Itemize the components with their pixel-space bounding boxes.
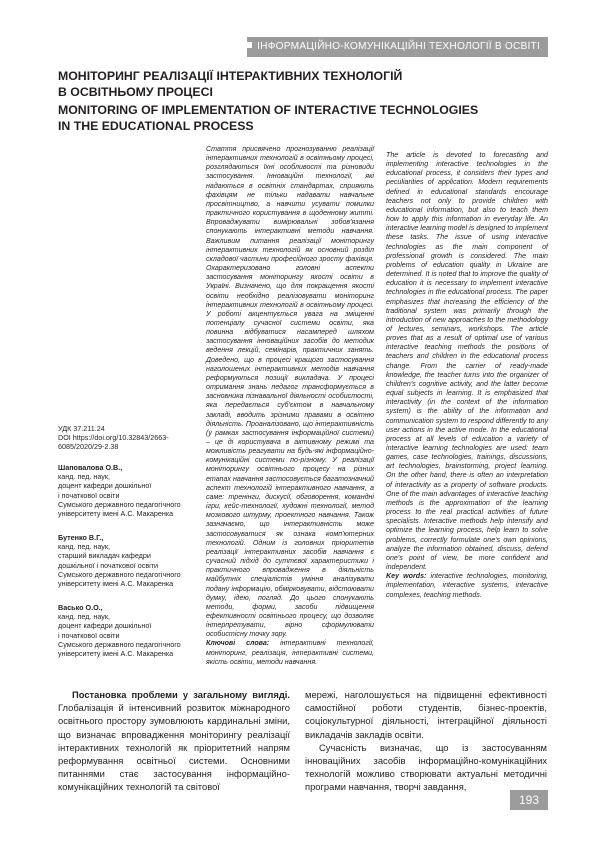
section-heading: Постановка проблеми у загальному вигляді. (72, 689, 290, 700)
keywords-ua-label: Ключові слова: (206, 639, 270, 648)
keywords-en-text: interactive technologies, monitoring, implementation, interactive systems, interactive complexes, teaching methods. (386, 572, 548, 599)
body-paragraph (58, 688, 290, 794)
title-english (58, 103, 478, 134)
doi-link[interactable]: DOI https://doi.org/10.32843/2663-6085/2020/29-2.38 (58, 433, 169, 452)
title-ukrainian (58, 69, 402, 100)
body-paragraph: Сучасність визначає, що із застосуванням інноваційних засобів інформаційно-комунікаційних технологій можливо створювати актуальні методичні програми навчання, творчі завдання, (305, 741, 547, 793)
section-header-bar (247, 37, 548, 57)
author-block (58, 463, 181, 518)
title-en-line-2: IN THE EDUCATIONAL PROCESS (58, 118, 254, 133)
author-block (58, 533, 181, 588)
author-detail: дошкільної і початкової освіти (58, 560, 159, 570)
author-detail: Сумського державного педагогічного (58, 639, 181, 649)
author-detail: Сумського державного педагогічного (58, 569, 181, 579)
body-text: Глобалізація й інтенсивний розвиток міжнародного освітнього простору зумовлюють кардинальні зміни, що визначає впровадження моніторингу реалізації інтерактивних технологій як пріоритетний напрям реформування освітньої системи. Основними питаннями стає застосування інформаційно-комунікаційних технологій та світової (58, 702, 290, 793)
title-en-line-1: MONITORING OF IMPLEMENTATION OF INTERACTIVE TECHNOLOGIES (58, 103, 479, 117)
keywords-ua-text: інтерактивні технології, моніторинг, реалізація, інтерактивні системи, якість освіти, методи навчання. (206, 639, 374, 666)
body-column-right (305, 688, 547, 794)
author-detail: і початкової освіти (58, 630, 120, 640)
section-title: ІНФОРМАЦІЙНО-КОМУНІКАЦІЙНІ ТЕХНОЛОГІЇ В ОСВІТІ (257, 41, 540, 52)
keywords-en-label: Key words: (386, 572, 427, 581)
article-meta (58, 424, 203, 452)
author-detail: доцент кафедри дошкільної (58, 481, 152, 491)
square-bullet-icon (246, 42, 252, 48)
abstract-ua-text: Стаття присвячено прогнозуванню реалізації інтерактивних технологій в освітньому процесі, розглядаються їхні особливості та різновиди застосування. Інноваційні технології, які надаються в освітніх стандартах, сприяють фахівцям не тільки надавати навчальне просвітництво, а навчити усувати помилки практичного користування в щоденному житті. Впроваджувати вимірювальні зобов'язання спонукають інтерактивні методи навчання. Важливим питання реалізації моніторингу інтерактивних технологій як основний розділ складової частини професійного зросту фахівця. Охарактеризовано головні аспекти застосування моніторингу якості освіти в Україні. Визначено, що для покращення якості освіти необхідно реалізовувати моніторинг інтерактивних технологій в освітньому процесі. У роботі акцентується увага на зміщенні потенціалу сучасної системи освіти, яка повинна відбуватися насамперед шляхом застосування інноваційних засобів до методик ведення лекцій, семінарів, практичних занять. Доведено, що в процесі кращого застосування наголошених інтерактивних методів навчання реформуються позиції викладача. У процесі отримання знань педагог трансформується в засновника пізнавальної діяльності особистості, яка передається суб'єктом в навчальному закладі, вводить зрізними правами в освітню діяльність. Проаналізовано, що інтерактивність (у рамках застосування інформаційної системи) – це ді користувача в активному режимі та можливість реагувати на будь-які інформаційно-комунікаційні системи по-різному. У реалізації моніторингу освітнього процесу на різних етапах навчання застосовується багатозначний аспект технологій інтерактивного навчання, а саме: тренінги, дискусії, обговорення, командні ігри, кейс-технології, художні технології, метод мозкового штурму, проектного навчання. Також зазначаємо, що інтерактивність може застосовуватися як ознака комп'ютерних технологій. Одним із головних пріоритетів реалізації інтерактивних засобів навчання є сучасний підхід до суттєвої характеристики і практичного впровадження в діяльність майбутніх спеціалістів уміння аналізувати подану інформацію, обмірковувати, відстоювати думку, ідею, погляд. До цього спонукають методи, форми, засоби підвищення ефективності освітнього процесу, що дозволяє інтерпретувати, вірно сформулювати особистісну точку зору. (206, 145, 374, 639)
keywords-ua (206, 639, 374, 666)
body-paragraph: мережі, наголошується на підвищенні ефективності самостійної роботи студентів, бізнес-проектів, соціокультурної діяльності, інтеграційної діяльності викладачів закладів освіти. (305, 689, 547, 740)
author-name: Шаповалова О.В., (58, 463, 123, 472)
title-ua-line-2: В ОСВІТНЬОМУ ПРОЦЕСІ (58, 84, 213, 99)
page-number-box (510, 790, 548, 810)
author-detail: і початкової освіти (58, 490, 120, 500)
author-detail: канд. пед. наук, (58, 472, 110, 482)
author-detail: доцент кафедри дошкільної (58, 621, 152, 631)
author-name: Бутенко В.Г., (58, 533, 104, 542)
abstract-en-text: The article is devoted to forecasting and implementing interactive technologies in the educational process, it considers their types and peculiarities of application. Modern requirements defined in educational standards encourage teachers not only to provide children with educational information, but also to teach them how to apply this information in everyday life. An interactive learning model is designed to implement these tasks. The issue of using interactive technologies as the main component of professional growth is considered. The main problems of education quality in Ukraine are determined. It is noted that to improve the quality of education it is necessary to implement interactive technologies in the educational process. The paper emphasizes that increasing the efficiency of the traditional system was primarily through the introduction of new approaches to the methodology of lectures, seminars, workshops. The article proves that as a result of optimal use of various interactive teaching methods the positions of teachers and children in the educational process change. From the carrier of ready-made knowledge, the teacher turns into the organizer of children's cognitive activity, and the latter become equal subjects in learning. It is emphasized that interactivity (in the context of the information system) is the ability of the information and communication system to respond differently to any user actions in the active mode. In the educational process at all levels of education a variety of interactive learning technologies are used: team games, case technologies, trainings, discussions, art technologies, brainstorming, project learning. On the other hand, there is often an interpretation of interactivity as a property of software products. One of the main advantages of interactive teaching methods is the approximation of the learning process to the real practical activities of future specialists. Interactive methods help intensify and optimize the learning process, help learn to solve problems, correctly formulate one's own opinions, analyze the information obtained, discuss, defend one's point of view, be more confident and independent. (386, 151, 548, 572)
author-detail: старший викладач кафедри (58, 551, 151, 561)
section-header-text (246, 41, 540, 52)
author-name: Васько О.О., (58, 603, 103, 612)
abstract-english (386, 145, 548, 600)
keywords-en (386, 572, 548, 599)
author-detail: канд. пед. наук, (58, 542, 110, 552)
body-column-left (58, 688, 290, 794)
author-detail: університету імені А.С. Макаренка (58, 509, 174, 519)
author-detail: університету імені А.С. Макаренка (58, 649, 174, 659)
page-number: 193 (518, 793, 540, 807)
title-ua-line-1: МОНІТОРИНГ РЕАЛІЗАЦІЇ ІНТЕРАКТИВНИХ ТЕХНОЛОГІЙ (58, 69, 403, 83)
author-detail: Сумського державного педагогічного (58, 499, 181, 509)
abstract-ukrainian (206, 145, 374, 667)
author-detail: канд. пед. наук, (58, 612, 110, 622)
author-detail: університету імені А.С. Макаренка (58, 579, 174, 589)
author-block (58, 603, 181, 658)
udk-code: УДК 37.211.24 (58, 424, 105, 433)
